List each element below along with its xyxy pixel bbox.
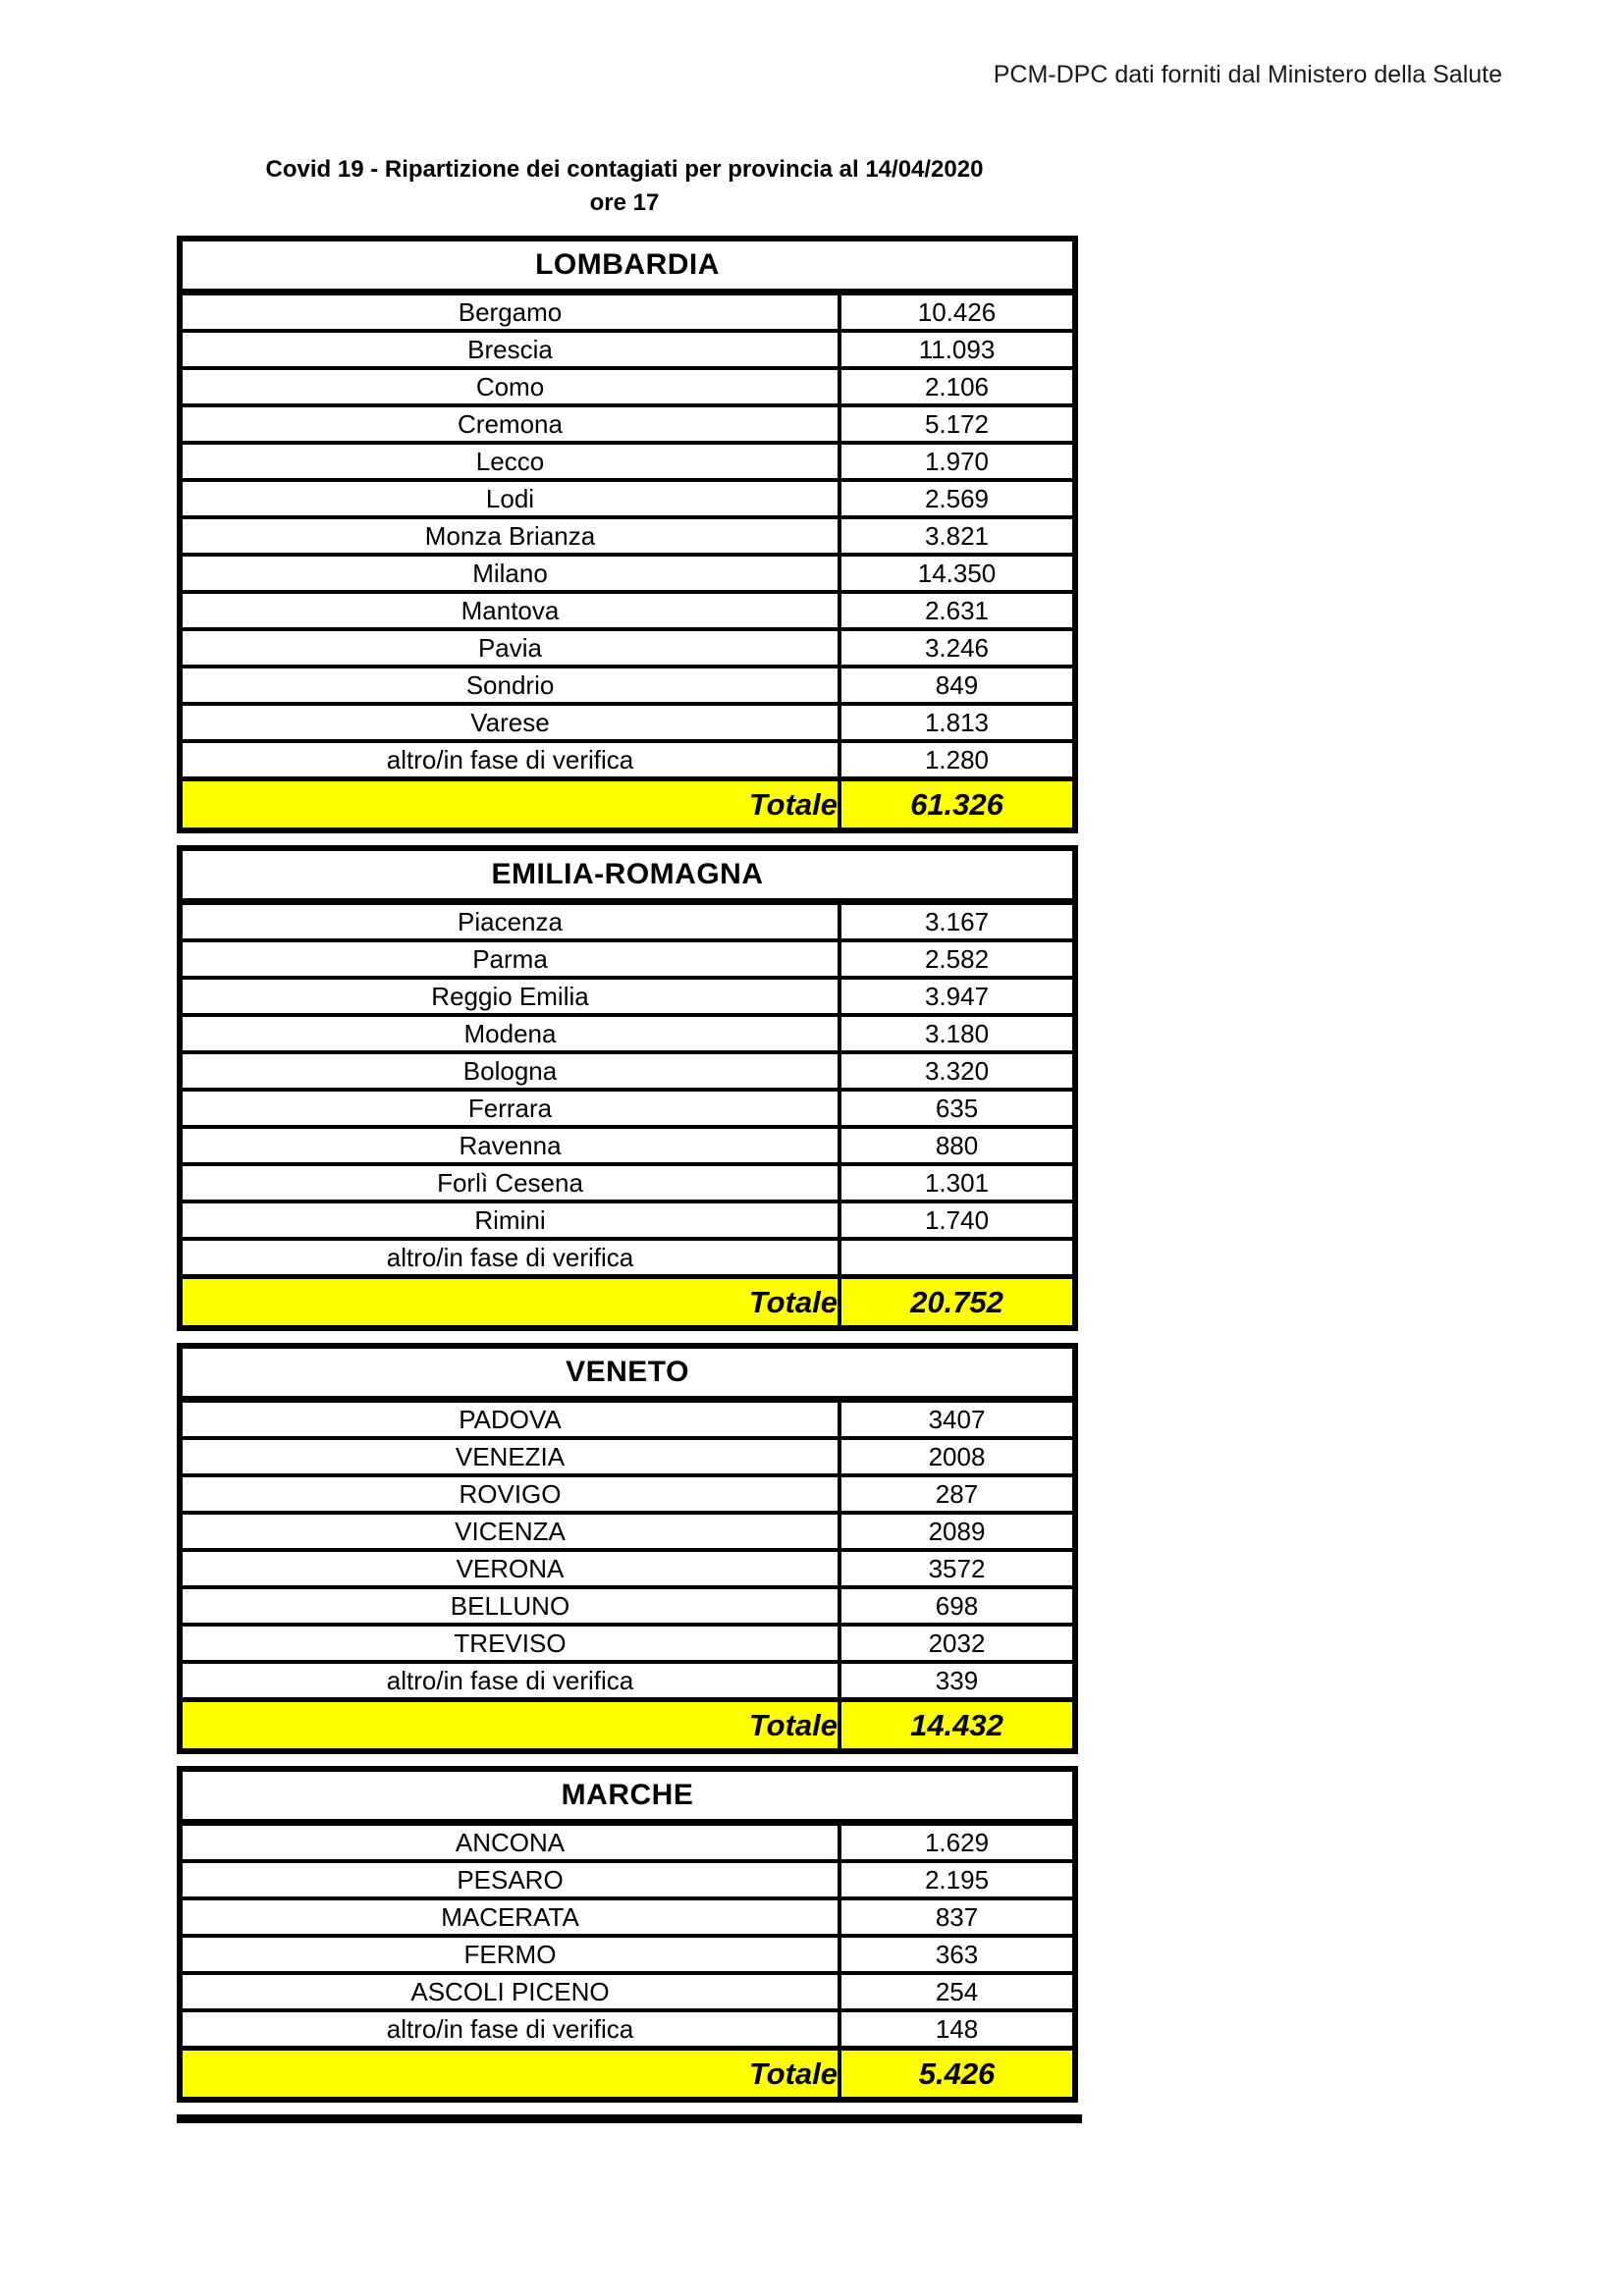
province-name: VENEZIA — [180, 1438, 839, 1475]
province-name: Rimini — [180, 1201, 839, 1239]
table-row — [180, 1127, 1075, 1164]
province-value: 2032 — [839, 1625, 1075, 1662]
total-label: Totale — [180, 779, 839, 831]
province-name: altro/in fase di verifica — [180, 2010, 839, 2049]
province-name: Brescia — [180, 331, 839, 368]
total-row — [180, 1700, 1075, 1752]
title-block — [177, 153, 1072, 220]
table-row — [180, 1400, 1075, 1439]
province-name: Lodi — [180, 480, 839, 517]
table-row — [180, 480, 1075, 517]
region-title: LOMBARDIA — [180, 239, 1075, 293]
table-row — [180, 1475, 1075, 1513]
province-name: Piacenza — [180, 902, 839, 941]
table-row — [180, 1973, 1075, 2010]
province-value: 837 — [839, 1898, 1075, 1936]
province-value: 254 — [839, 1973, 1075, 2010]
province-name: FERMO — [180, 1936, 839, 1973]
header-note: PCM-DPC dati forniti dal Ministero della Salute — [993, 61, 1502, 88]
province-value: 363 — [839, 1936, 1075, 1973]
province-name: Ravenna — [180, 1127, 839, 1164]
total-row — [180, 2049, 1075, 2101]
region-table-body — [180, 902, 1075, 1277]
province-name: Sondrio — [180, 667, 839, 704]
province-name: altro/in fase di verifica — [180, 1662, 839, 1700]
table-row — [180, 1861, 1075, 1898]
total-label: Totale — [180, 2049, 839, 2101]
table-row — [180, 405, 1075, 443]
region-title: MARCHE — [180, 1769, 1075, 1823]
page-subtitle: ore 17 — [589, 189, 660, 216]
province-value: 2.195 — [839, 1861, 1075, 1898]
province-name: Varese — [180, 704, 839, 741]
table-row — [180, 1164, 1075, 1201]
province-name: TREVISO — [180, 1625, 839, 1662]
province-value: 3.167 — [839, 902, 1075, 941]
table-row — [180, 2010, 1075, 2049]
total-value: 5.426 — [839, 2049, 1075, 2101]
total-value: 14.432 — [839, 1700, 1075, 1752]
table-row — [180, 592, 1075, 629]
table-row — [180, 517, 1075, 555]
table-row — [180, 1201, 1075, 1239]
table-row — [180, 443, 1075, 480]
province-name: Mantova — [180, 592, 839, 629]
province-value: 2089 — [839, 1513, 1075, 1550]
province-value: 148 — [839, 2010, 1075, 2049]
province-name: PADOVA — [180, 1400, 839, 1439]
province-name: PESARO — [180, 1861, 839, 1898]
table-row — [180, 293, 1075, 332]
table-row — [180, 1052, 1075, 1090]
table-row — [180, 667, 1075, 704]
province-value: 1.970 — [839, 443, 1075, 480]
region-table-body — [180, 293, 1075, 779]
table-row — [180, 1587, 1075, 1625]
province-name: ASCOLI PICENO — [180, 1973, 839, 2010]
region-header-row — [180, 1346, 1075, 1400]
province-name: MACERATA — [180, 1898, 839, 1936]
province-value: 880 — [839, 1127, 1075, 1164]
province-value: 2.631 — [839, 592, 1075, 629]
region-header-row — [180, 848, 1075, 902]
province-name: Monza Brianza — [180, 517, 839, 555]
region-table — [177, 845, 1078, 1331]
province-name: altro/in fase di verifica — [180, 741, 839, 779]
table-row — [180, 1513, 1075, 1550]
province-name: Pavia — [180, 629, 839, 667]
province-value: 3.246 — [839, 629, 1075, 667]
table-row — [180, 1625, 1075, 1662]
province-name: Parma — [180, 940, 839, 978]
province-value: 1.740 — [839, 1201, 1075, 1239]
region-table — [177, 1343, 1078, 1754]
province-name: Bergamo — [180, 293, 839, 332]
province-name: Ferrara — [180, 1090, 839, 1127]
province-value: 1.813 — [839, 704, 1075, 741]
province-name: ANCONA — [180, 1823, 839, 1862]
province-value: 2008 — [839, 1438, 1075, 1475]
province-value: 3.180 — [839, 1015, 1075, 1052]
region-table-body — [180, 1400, 1075, 1700]
province-name: Forlì Cesena — [180, 1164, 839, 1201]
province-value: 3.320 — [839, 1052, 1075, 1090]
province-name: Reggio Emilia — [180, 978, 839, 1015]
table-row — [180, 1239, 1075, 1277]
province-name: BELLUNO — [180, 1587, 839, 1625]
table-row — [180, 1936, 1075, 1973]
province-value: 1.629 — [839, 1823, 1075, 1862]
horizontal-rule — [177, 2114, 1082, 2123]
province-value: 2.582 — [839, 940, 1075, 978]
region-title: EMILIA-ROMAGNA — [180, 848, 1075, 902]
province-name: VICENZA — [180, 1513, 839, 1550]
table-row — [180, 1662, 1075, 1700]
table-row — [180, 1823, 1075, 1862]
province-value: 339 — [839, 1662, 1075, 1700]
province-value: 849 — [839, 667, 1075, 704]
total-label: Totale — [180, 1700, 839, 1752]
total-value: 61.326 — [839, 779, 1075, 831]
table-row — [180, 629, 1075, 667]
region-table-body — [180, 1823, 1075, 2049]
province-name: Cremona — [180, 405, 839, 443]
province-value: 1.280 — [839, 741, 1075, 779]
province-name: Milano — [180, 555, 839, 592]
province-name: Como — [180, 368, 839, 405]
province-value: 11.093 — [839, 331, 1075, 368]
province-value — [839, 1239, 1075, 1277]
total-label: Totale — [180, 1277, 839, 1329]
province-value: 635 — [839, 1090, 1075, 1127]
region-table — [177, 1766, 1078, 2103]
total-row — [180, 779, 1075, 831]
province-value: 3.947 — [839, 978, 1075, 1015]
table-row — [180, 1550, 1075, 1587]
table-row — [180, 704, 1075, 741]
province-name: VERONA — [180, 1550, 839, 1587]
province-name: Lecco — [180, 443, 839, 480]
province-value: 10.426 — [839, 293, 1075, 332]
province-value: 2.106 — [839, 368, 1075, 405]
province-value: 287 — [839, 1475, 1075, 1513]
total-value: 20.752 — [839, 1277, 1075, 1329]
table-row — [180, 368, 1075, 405]
province-value: 3.821 — [839, 517, 1075, 555]
region-title: VENETO — [180, 1346, 1075, 1400]
total-row — [180, 1277, 1075, 1329]
table-row — [180, 1438, 1075, 1475]
table-row — [180, 741, 1075, 779]
table-row — [180, 331, 1075, 368]
table-row — [180, 902, 1075, 941]
province-name: Bologna — [180, 1052, 839, 1090]
region-header-row — [180, 1769, 1075, 1823]
province-value: 698 — [839, 1587, 1075, 1625]
table-row — [180, 1015, 1075, 1052]
province-value: 3572 — [839, 1550, 1075, 1587]
table-row — [180, 940, 1075, 978]
region-header-row — [180, 239, 1075, 293]
province-name: ROVIGO — [180, 1475, 839, 1513]
table-row — [180, 555, 1075, 592]
table-row — [180, 1090, 1075, 1127]
table-row — [180, 1898, 1075, 1936]
table-row — [180, 978, 1075, 1015]
province-value: 2.569 — [839, 480, 1075, 517]
province-name: altro/in fase di verifica — [180, 1239, 839, 1277]
region-tables-container — [177, 236, 1072, 2123]
page-title: Covid 19 - Ripartizione dei contagiati per provincia al 14/04/2020 — [265, 156, 984, 183]
region-table — [177, 236, 1078, 833]
province-value: 5.172 — [839, 405, 1075, 443]
province-value: 1.301 — [839, 1164, 1075, 1201]
province-name: Modena — [180, 1015, 839, 1052]
province-value: 3407 — [839, 1400, 1075, 1439]
province-value: 14.350 — [839, 555, 1075, 592]
